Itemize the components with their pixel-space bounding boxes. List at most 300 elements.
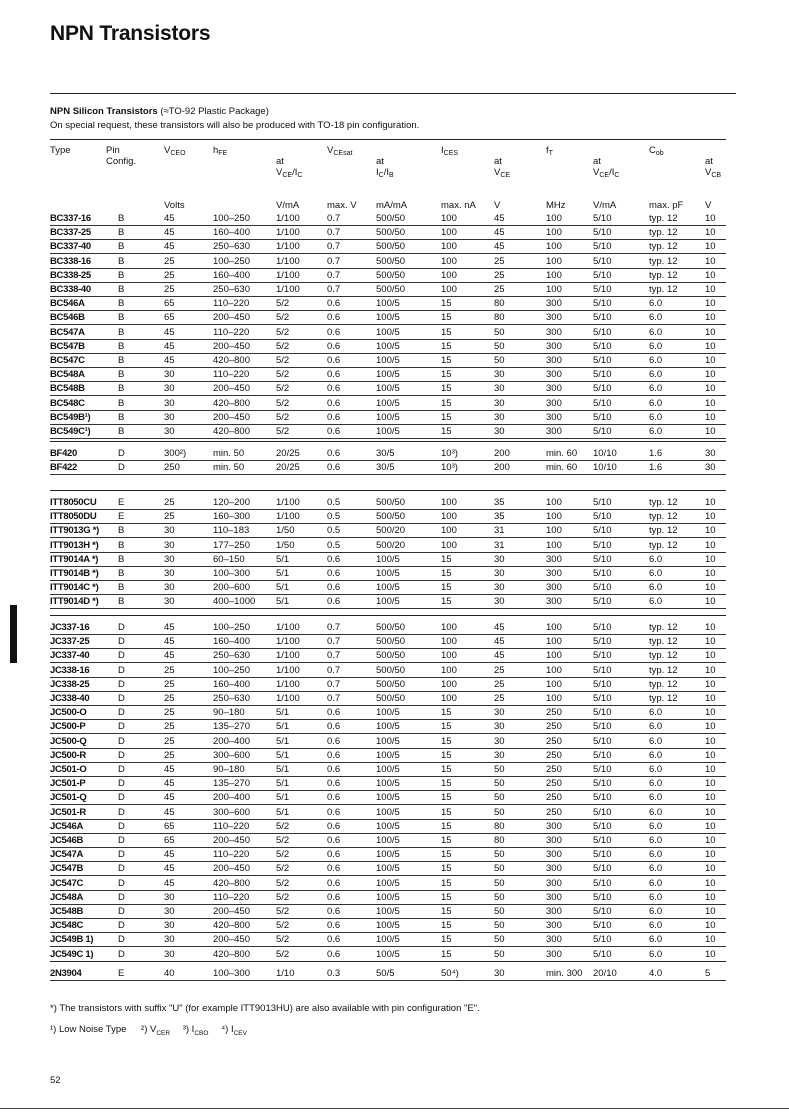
value-cell: 300 bbox=[546, 906, 562, 917]
value-cell: 5/10 bbox=[593, 877, 612, 889]
value-cell: 100 bbox=[546, 227, 562, 239]
type-cell: BC549B¹) bbox=[50, 411, 91, 423]
value-cell: 5/10 bbox=[593, 227, 612, 239]
value-cell: 15 bbox=[441, 934, 452, 946]
value-cell: 160–400 bbox=[213, 636, 250, 648]
value-cell: 10 bbox=[705, 411, 716, 423]
value-cell: 50 bbox=[494, 934, 505, 946]
group-separator bbox=[50, 961, 726, 962]
type-cell: ITT9014C *) bbox=[50, 582, 99, 594]
value-cell: 30 bbox=[164, 891, 175, 903]
value-cell: 160–300 bbox=[213, 511, 250, 523]
value-cell: B bbox=[118, 326, 125, 338]
row-underline bbox=[50, 225, 726, 226]
row-underline bbox=[50, 861, 726, 862]
value-cell: 5/10 bbox=[593, 511, 612, 523]
value-cell: 50 bbox=[494, 326, 505, 338]
header-at2: at bbox=[376, 156, 384, 167]
value-cell: 1/100 bbox=[276, 497, 300, 508]
type-cell: BC338-25 bbox=[50, 269, 91, 281]
value-cell: 10 bbox=[705, 298, 716, 310]
row-underline bbox=[50, 819, 726, 820]
type-cell: JC501-Q bbox=[50, 792, 87, 804]
value-cell: 100/5 bbox=[376, 568, 400, 579]
value-cell: 30 bbox=[164, 934, 175, 946]
type-cell: BC337-16 bbox=[50, 213, 91, 224]
row-underline bbox=[50, 537, 726, 538]
value-cell: 5/2 bbox=[276, 849, 290, 861]
value-cell: 25 bbox=[164, 707, 175, 719]
type-cell: JC337-25 bbox=[50, 636, 90, 648]
value-cell: 300–600 bbox=[213, 806, 250, 818]
type-cell: JC338-25 bbox=[50, 678, 90, 690]
value-cell: 6.0 bbox=[649, 863, 663, 875]
value-cell: 100 bbox=[441, 650, 457, 662]
value-cell: 100 bbox=[546, 664, 562, 676]
header-at4-cond: $V_{CE}/I_C$ bbox=[593, 167, 620, 179]
value-cell: 0.6 bbox=[327, 934, 341, 946]
value-cell: B bbox=[118, 213, 125, 224]
header-vcesat: $V_{CEsat}$ bbox=[327, 145, 353, 157]
value-cell: 5/10 bbox=[593, 596, 612, 608]
value-cell: 0.6 bbox=[327, 553, 341, 565]
row-underline bbox=[50, 677, 726, 678]
value-cell: 420–800 bbox=[213, 397, 250, 409]
value-cell: 5/2 bbox=[276, 920, 290, 932]
value-cell: 45 bbox=[494, 213, 505, 224]
value-cell: 0.6 bbox=[327, 792, 341, 804]
value-cell: 50 bbox=[494, 920, 505, 932]
value-cell: 5 bbox=[705, 968, 711, 979]
footnote-1: ¹) Low Noise Type bbox=[50, 1024, 127, 1035]
value-cell: D bbox=[118, 906, 125, 917]
value-cell: min. 300 bbox=[546, 968, 583, 979]
row-underline bbox=[50, 875, 726, 876]
value-cell: 65 bbox=[164, 312, 175, 324]
type-cell: JC501-P bbox=[50, 778, 86, 790]
value-cell: 0.7 bbox=[327, 213, 341, 224]
value-cell: 300 bbox=[546, 835, 562, 846]
value-cell: 40 bbox=[164, 968, 175, 979]
value-cell: 10 bbox=[705, 582, 716, 594]
value-cell: 6.0 bbox=[649, 792, 663, 804]
row-underline bbox=[50, 367, 726, 368]
row-underline bbox=[50, 239, 726, 240]
value-cell: 15 bbox=[441, 906, 452, 917]
value-cell: 250 bbox=[546, 778, 562, 790]
value-cell: 0.6 bbox=[327, 835, 341, 846]
value-cell: typ. 12 bbox=[649, 497, 678, 508]
value-cell: B bbox=[118, 596, 125, 608]
value-cell: 0.7 bbox=[327, 650, 341, 662]
value-cell: 25 bbox=[494, 269, 505, 281]
value-cell: 6.0 bbox=[649, 820, 663, 832]
value-cell: 0.6 bbox=[327, 920, 341, 932]
value-cell: 25 bbox=[164, 735, 175, 747]
header-at3-cond: $V_{CE}$ bbox=[494, 167, 511, 179]
value-cell: 300 bbox=[546, 298, 562, 310]
value-cell: E bbox=[118, 968, 125, 979]
value-cell: 5/10 bbox=[593, 806, 612, 818]
value-cell: 5/2 bbox=[276, 326, 290, 338]
value-cell: 200 bbox=[494, 448, 510, 459]
row-underline bbox=[50, 410, 726, 411]
value-cell: B bbox=[118, 227, 125, 239]
value-cell: 110–183 bbox=[213, 525, 250, 537]
value-cell: B bbox=[118, 582, 125, 594]
value-cell: 6.0 bbox=[649, 920, 663, 932]
value-cell: 250 bbox=[546, 707, 562, 719]
value-cell: 15 bbox=[441, 920, 452, 932]
value-cell: 5/10 bbox=[593, 948, 612, 960]
value-cell: 5/1 bbox=[276, 749, 290, 761]
value-cell: 15 bbox=[441, 411, 452, 423]
value-cell: 15 bbox=[441, 298, 452, 310]
value-cell: 15 bbox=[441, 383, 452, 395]
value-cell: 5/1 bbox=[276, 721, 290, 733]
value-cell: 500/50 bbox=[376, 664, 406, 676]
type-cell: JC501-O bbox=[50, 764, 87, 775]
value-cell: 6.0 bbox=[649, 735, 663, 747]
value-cell: 135–270 bbox=[213, 778, 250, 790]
side-tab-marker bbox=[10, 605, 17, 663]
value-cell: D bbox=[118, 835, 125, 846]
value-cell: 5/2 bbox=[276, 411, 290, 423]
value-cell: 5/10 bbox=[593, 891, 612, 903]
row-underline bbox=[50, 691, 726, 692]
value-cell: typ. 12 bbox=[649, 227, 678, 239]
type-cell: ITT9013H *) bbox=[50, 539, 99, 551]
value-cell: 25 bbox=[164, 693, 175, 704]
header-pin: Pin bbox=[106, 145, 120, 156]
value-cell: B bbox=[118, 369, 125, 381]
type-cell: JC337-16 bbox=[50, 622, 90, 633]
value-cell: 1/100 bbox=[276, 255, 300, 267]
value-cell: 31 bbox=[494, 539, 505, 551]
value-cell: 10 bbox=[705, 863, 716, 875]
row-underline bbox=[50, 790, 726, 791]
value-cell: 6.0 bbox=[649, 553, 663, 565]
value-cell: 1/100 bbox=[276, 241, 300, 253]
value-cell: 45 bbox=[164, 355, 175, 366]
value-cell: 5/2 bbox=[276, 397, 290, 409]
value-cell: 0.5 bbox=[327, 497, 341, 508]
value-cell: 10 bbox=[705, 650, 716, 662]
value-cell: 15 bbox=[441, 735, 452, 747]
value-cell: 250 bbox=[546, 792, 562, 804]
value-cell: 1/100 bbox=[276, 213, 300, 224]
row-underline bbox=[50, 424, 726, 425]
value-cell: 500/50 bbox=[376, 636, 406, 648]
value-cell: 10 bbox=[705, 906, 716, 917]
value-cell: 30 bbox=[164, 539, 175, 551]
value-cell: 30 bbox=[494, 596, 505, 608]
value-cell: 100/5 bbox=[376, 411, 400, 423]
value-cell: 5/10 bbox=[593, 369, 612, 381]
type-cell: JC338-16 bbox=[50, 664, 90, 676]
value-cell: 10 bbox=[705, 269, 716, 281]
value-cell: 15 bbox=[441, 877, 452, 889]
type-cell: BC548B bbox=[50, 383, 85, 395]
value-cell: 200–450 bbox=[213, 863, 250, 875]
value-cell: 177–250 bbox=[213, 539, 250, 551]
value-cell: 100/5 bbox=[376, 383, 400, 395]
row-underline bbox=[50, 566, 726, 567]
value-cell: 100/5 bbox=[376, 906, 400, 917]
value-cell: 45 bbox=[164, 213, 175, 224]
value-cell: B bbox=[118, 383, 125, 395]
value-cell: 300 bbox=[546, 596, 562, 608]
value-cell: 45 bbox=[164, 863, 175, 875]
value-cell: 1/10 bbox=[276, 968, 295, 979]
value-cell: 10 bbox=[705, 835, 716, 846]
value-cell: 45 bbox=[494, 227, 505, 239]
value-cell: 5/2 bbox=[276, 355, 290, 366]
value-cell: 5/1 bbox=[276, 806, 290, 818]
value-cell: 5/10 bbox=[593, 849, 612, 861]
value-cell: 300 bbox=[546, 849, 562, 861]
value-cell: 45 bbox=[164, 849, 175, 861]
value-cell: 0.7 bbox=[327, 255, 341, 267]
value-cell: 50 bbox=[494, 792, 505, 804]
value-cell: 10 bbox=[705, 622, 716, 633]
value-cell: 25 bbox=[164, 284, 175, 295]
value-cell: 0.6 bbox=[327, 582, 341, 594]
value-cell: 0.6 bbox=[327, 568, 341, 579]
type-cell: JC548C bbox=[50, 920, 84, 932]
value-cell: D bbox=[118, 891, 125, 903]
type-cell: JC546A bbox=[50, 820, 84, 832]
value-cell: 65 bbox=[164, 820, 175, 832]
value-cell: 5/2 bbox=[276, 906, 290, 917]
value-cell: 25 bbox=[164, 511, 175, 523]
value-cell: 100 bbox=[441, 636, 457, 648]
value-cell: 50 bbox=[494, 906, 505, 917]
value-cell: 5/2 bbox=[276, 948, 290, 960]
value-cell: 45 bbox=[164, 806, 175, 818]
value-cell: 100–250 bbox=[213, 664, 250, 676]
value-cell: 135–270 bbox=[213, 721, 250, 733]
value-cell: 5/10 bbox=[593, 664, 612, 676]
value-cell: 100/5 bbox=[376, 721, 400, 733]
value-cell: 300 bbox=[546, 369, 562, 381]
value-cell: 30 bbox=[164, 553, 175, 565]
type-cell: BC337-40 bbox=[50, 241, 91, 253]
unit-label: MHz bbox=[546, 200, 566, 211]
value-cell: 6.0 bbox=[649, 764, 663, 775]
value-cell: B bbox=[118, 411, 125, 423]
value-cell: B bbox=[118, 340, 125, 352]
row-underline bbox=[50, 946, 726, 947]
value-cell: 100 bbox=[546, 511, 562, 523]
value-cell: 300 bbox=[546, 948, 562, 960]
value-cell: 100 bbox=[441, 539, 457, 551]
value-cell: 5/10 bbox=[593, 735, 612, 747]
row-underline bbox=[50, 381, 726, 382]
value-cell: 30 bbox=[164, 411, 175, 423]
value-cell: 30 bbox=[164, 397, 175, 409]
value-cell: 90–180 bbox=[213, 707, 245, 719]
value-cell: 5/10 bbox=[593, 906, 612, 917]
value-cell: 100 bbox=[441, 525, 457, 537]
value-cell: 15 bbox=[441, 721, 452, 733]
value-cell: 10 bbox=[705, 877, 716, 889]
value-cell: 0.6 bbox=[327, 849, 341, 861]
row-underline bbox=[50, 918, 726, 919]
value-cell: 5/10 bbox=[593, 863, 612, 875]
value-cell: 100–250 bbox=[213, 622, 250, 633]
type-cell: ITT9014D *) bbox=[50, 596, 99, 608]
row-underline bbox=[50, 762, 726, 763]
value-cell: 110–220 bbox=[213, 849, 250, 861]
value-cell: 30 bbox=[494, 553, 505, 565]
value-cell: 45 bbox=[164, 778, 175, 790]
value-cell: 6.0 bbox=[649, 568, 663, 579]
value-cell: 6.0 bbox=[649, 340, 663, 352]
value-cell: 45 bbox=[164, 636, 175, 648]
value-cell: 100/5 bbox=[376, 849, 400, 861]
value-cell: typ. 12 bbox=[649, 650, 678, 662]
value-cell: 300 bbox=[546, 553, 562, 565]
value-cell: 1/100 bbox=[276, 664, 300, 676]
value-cell: 50 bbox=[494, 764, 505, 775]
value-cell: 0.6 bbox=[327, 806, 341, 818]
value-cell: 300 bbox=[546, 326, 562, 338]
value-cell: 100/5 bbox=[376, 764, 400, 775]
value-cell: D bbox=[118, 650, 125, 662]
value-cell: 80 bbox=[494, 820, 505, 832]
value-cell: 100/5 bbox=[376, 948, 400, 960]
value-cell: 5/10 bbox=[593, 778, 612, 790]
value-cell: 0.6 bbox=[327, 778, 341, 790]
value-cell: 0.6 bbox=[327, 820, 341, 832]
value-cell: 10/10 bbox=[593, 448, 617, 459]
type-cell: JC500-O bbox=[50, 707, 87, 719]
value-cell: 1/100 bbox=[276, 227, 300, 239]
value-cell: B bbox=[118, 241, 125, 253]
type-cell: BC338-40 bbox=[50, 284, 91, 295]
value-cell: 10 bbox=[705, 497, 716, 508]
unit-label: V/mA bbox=[276, 200, 300, 211]
value-cell: 10 bbox=[705, 735, 716, 747]
value-cell: 5/2 bbox=[276, 312, 290, 324]
value-cell: 0.6 bbox=[327, 462, 341, 474]
value-cell: 100/5 bbox=[376, 877, 400, 889]
value-cell: 45 bbox=[164, 241, 175, 253]
value-cell: 0.6 bbox=[327, 891, 341, 903]
value-cell: 15 bbox=[441, 707, 452, 719]
value-cell: 6.0 bbox=[649, 326, 663, 338]
value-cell: 5/10 bbox=[593, 411, 612, 423]
value-cell: 50 bbox=[494, 340, 505, 352]
value-cell: 30/5 bbox=[376, 462, 395, 474]
value-cell: 15 bbox=[441, 568, 452, 579]
value-cell: 1/100 bbox=[276, 284, 300, 295]
value-cell: 10 bbox=[705, 920, 716, 932]
value-cell: 45 bbox=[494, 622, 505, 633]
value-cell: 6.0 bbox=[649, 411, 663, 423]
value-cell: typ. 12 bbox=[649, 511, 678, 523]
value-cell: 300 bbox=[546, 582, 562, 594]
header-at1: at bbox=[276, 156, 284, 167]
value-cell: 5/2 bbox=[276, 298, 290, 310]
value-cell: 100/5 bbox=[376, 806, 400, 818]
value-cell: 10 bbox=[705, 241, 716, 253]
subtitle-bold: NPN Silicon Transistors bbox=[50, 106, 158, 117]
row-underline bbox=[50, 353, 726, 354]
value-cell: 0.7 bbox=[327, 284, 341, 295]
header-at4: at bbox=[593, 156, 601, 167]
value-cell: 500/50 bbox=[376, 284, 406, 295]
value-cell: D bbox=[118, 707, 125, 719]
value-cell: 1/100 bbox=[276, 693, 300, 704]
value-cell: 45 bbox=[164, 622, 175, 633]
value-cell: 35 bbox=[494, 497, 505, 508]
row-underline bbox=[50, 282, 726, 283]
value-cell: 1.6 bbox=[649, 448, 663, 459]
value-cell: typ. 12 bbox=[649, 539, 678, 551]
value-cell: 25 bbox=[164, 269, 175, 281]
value-cell: 10 bbox=[705, 511, 716, 523]
value-cell: 15 bbox=[441, 820, 452, 832]
type-cell: ITT9014B *) bbox=[50, 568, 99, 579]
value-cell: 45 bbox=[164, 792, 175, 804]
value-cell: typ. 12 bbox=[649, 693, 678, 704]
type-cell: BC337-25 bbox=[50, 227, 91, 239]
row-underline bbox=[50, 804, 726, 805]
footnote-suffix: *) The transistors with suffix "U" (for example ITT9013HU) are also available with pin configuration "E". bbox=[50, 1003, 480, 1014]
value-cell: D bbox=[118, 678, 125, 690]
value-cell: 100/5 bbox=[376, 820, 400, 832]
value-cell: 10 bbox=[705, 397, 716, 409]
group-separator bbox=[50, 490, 726, 491]
value-cell: typ. 12 bbox=[649, 678, 678, 690]
value-cell: 15 bbox=[441, 596, 452, 608]
value-cell: 160–400 bbox=[213, 269, 250, 281]
value-cell: 10 bbox=[705, 792, 716, 804]
value-cell: 0.6 bbox=[327, 448, 341, 459]
value-cell: 10 bbox=[705, 596, 716, 608]
value-cell: 30 bbox=[164, 426, 175, 437]
unit-label: max. V bbox=[327, 200, 357, 211]
header-cob: $C_{ob}$ bbox=[649, 145, 664, 157]
value-cell: 10 bbox=[705, 326, 716, 338]
value-cell: 5/10 bbox=[593, 340, 612, 352]
value-cell: B bbox=[118, 269, 125, 281]
value-cell: 250 bbox=[546, 806, 562, 818]
value-cell: 15 bbox=[441, 792, 452, 804]
value-cell: 300 bbox=[546, 820, 562, 832]
value-cell: 30 bbox=[494, 411, 505, 423]
value-cell: 0.7 bbox=[327, 622, 341, 633]
value-cell: 5/10 bbox=[593, 553, 612, 565]
value-cell: 110–220 bbox=[213, 369, 250, 381]
value-cell: 100/5 bbox=[376, 778, 400, 790]
value-cell: 65 bbox=[164, 298, 175, 310]
value-cell: 100/5 bbox=[376, 792, 400, 804]
value-cell: 1/100 bbox=[276, 636, 300, 648]
row-underline bbox=[50, 634, 726, 635]
value-cell: 30 bbox=[164, 920, 175, 932]
value-cell: 0.6 bbox=[327, 298, 341, 310]
value-cell: 0.7 bbox=[327, 241, 341, 253]
value-cell: 15 bbox=[441, 806, 452, 818]
value-cell: 0.6 bbox=[327, 312, 341, 324]
value-cell: 100–300 bbox=[213, 968, 250, 979]
value-cell: 5/1 bbox=[276, 553, 290, 565]
row-underline bbox=[50, 932, 726, 933]
row-underline bbox=[50, 395, 726, 396]
